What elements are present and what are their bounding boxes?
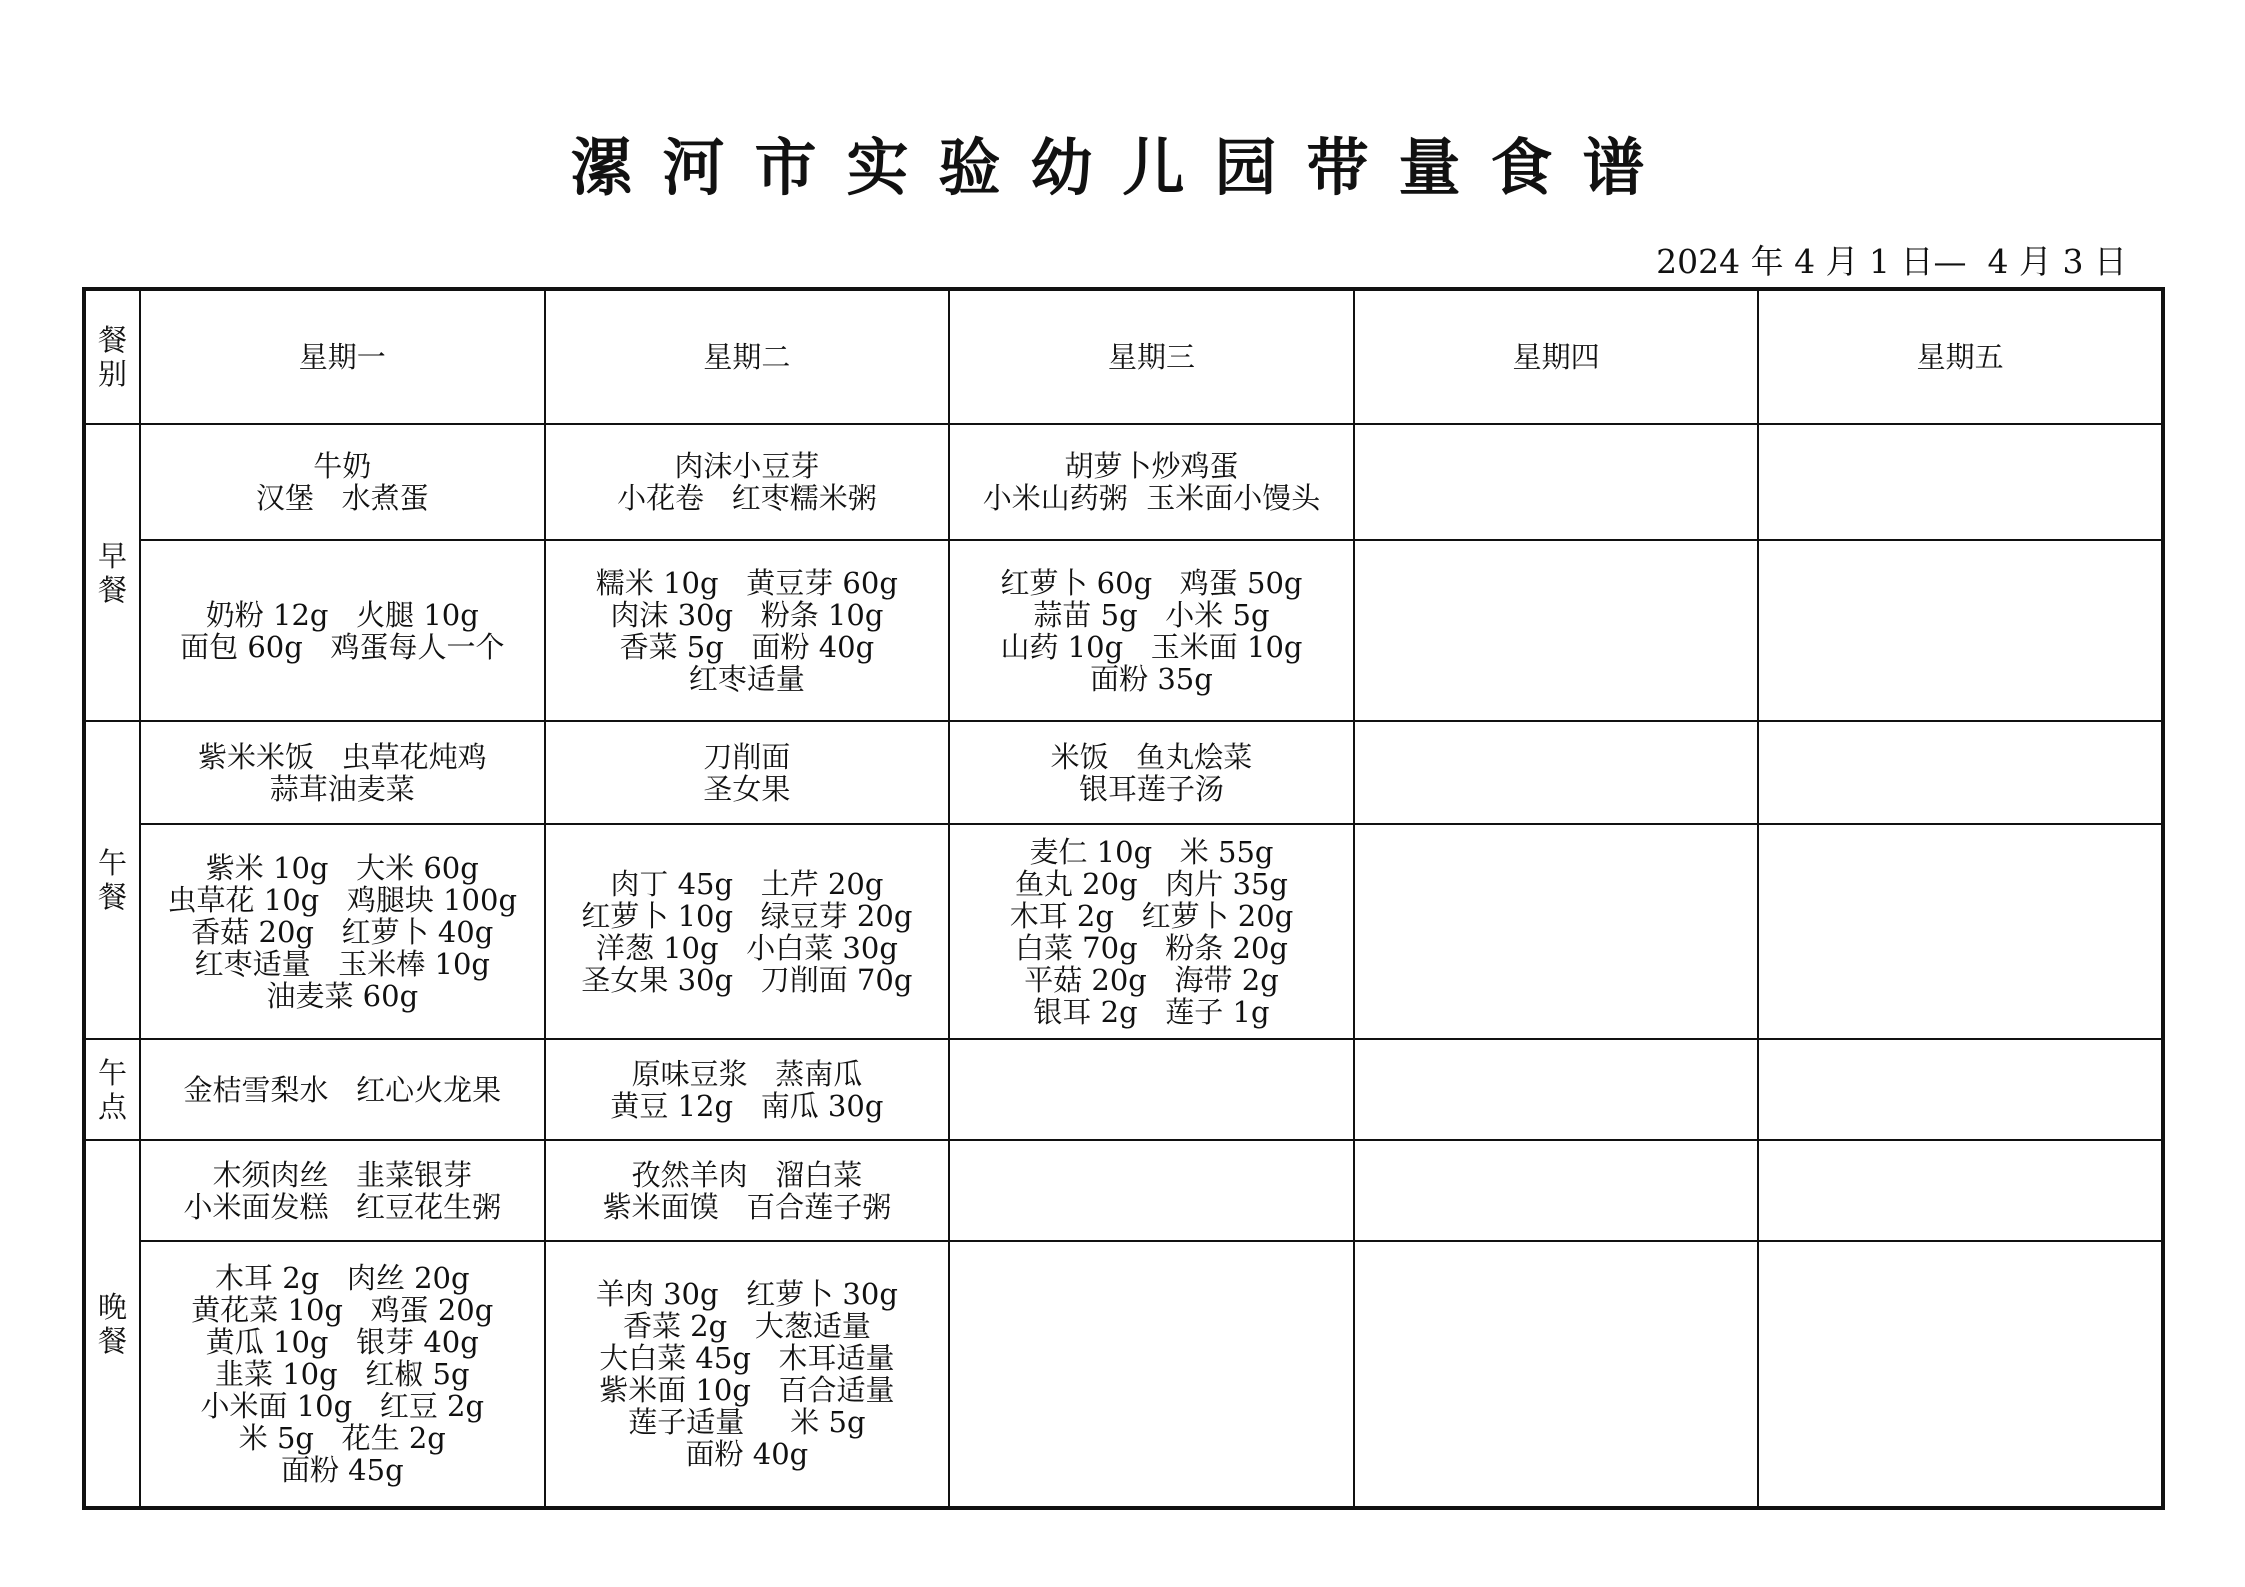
cell — [949, 1140, 1354, 1241]
cell — [1354, 424, 1759, 540]
section-label-lunch — [84, 721, 140, 1039]
cell — [140, 1140, 545, 1241]
cell — [545, 824, 950, 1039]
cell — [140, 1039, 545, 1140]
lunch-dishes-row — [84, 721, 2163, 824]
snack-row — [84, 1039, 2163, 1140]
cell-line: 木须肉丝 韭菜银芽 — [212, 1157, 473, 1192]
cell-line: 米 5g 花生 2g — [238, 1421, 446, 1455]
cell — [1354, 540, 1759, 721]
cell-line: 蒜苗 5g 小米 5g — [1033, 597, 1270, 632]
cell-line: 圣女果 30g 刀削面 70g — [581, 962, 913, 997]
cell-line: 肉沫小豆芽 — [674, 449, 820, 483]
cell — [1354, 721, 1759, 824]
cell-line: 糯米 10g 黄豆芽 60g — [595, 565, 898, 600]
cell-line: 紫米面馍 百合莲子粥 — [602, 1189, 892, 1224]
cell-line: 汉堡 水煮蛋 — [255, 481, 429, 515]
cell-line: 蒜茸油麦菜 — [269, 771, 415, 806]
cell-line: 木耳 2g 肉丝 20g — [215, 1261, 470, 1295]
cell — [140, 424, 545, 540]
cell — [949, 1039, 1354, 1140]
section-label-text: 早餐 — [97, 538, 127, 607]
cell — [1758, 1140, 2163, 1241]
cell-line: 金桔雪梨水 红心火龙果 — [183, 1072, 502, 1107]
cell-line: 肉丁 45g 土芹 20g — [610, 866, 884, 901]
cell — [140, 540, 545, 721]
cell-line: 虫草花 10g 鸡腿块 100g — [167, 882, 518, 917]
cell-line: 肉沫 30g 粉条 10g — [610, 597, 884, 632]
cell-line: 黄瓜 10g 银芽 40g — [205, 1325, 479, 1359]
cell — [1758, 540, 2163, 721]
cell-line: 红萝卜 10g 绿豆芽 20g — [581, 898, 913, 933]
day-header-wed: 星期三 — [949, 289, 1354, 424]
breakfast-dishes-row — [84, 424, 2163, 540]
cell-line: 木耳 2g 红萝卜 20g — [1009, 898, 1294, 933]
cell — [140, 721, 545, 824]
cell — [140, 824, 545, 1039]
category-header-label: 餐别 — [97, 323, 127, 391]
cell — [949, 721, 1354, 824]
cell-line: 面粉 40g — [685, 1437, 809, 1471]
lunch-ingredients-row — [84, 824, 2163, 1039]
cell-line: 小米面 10g 红豆 2g — [200, 1389, 485, 1423]
cell — [545, 721, 950, 824]
day-header-tue: 星期二 — [545, 289, 950, 424]
cell — [545, 1140, 950, 1241]
cell — [949, 824, 1354, 1039]
cell-line: 大白菜 45g 木耳适量 — [599, 1341, 895, 1375]
cell-line: 孜然羊肉 溜白菜 — [631, 1157, 863, 1192]
category-header — [84, 289, 140, 424]
cell-line: 洋葱 10g 小白菜 30g — [595, 930, 898, 965]
section-label-dinner — [84, 1140, 140, 1508]
section-label-breakfast — [84, 424, 140, 721]
menu-table — [82, 287, 2165, 1510]
cell-line: 刀削面 — [703, 739, 791, 774]
cell-line: 面粉 35g — [1090, 661, 1213, 696]
cell-line: 莲子适量 米 5g — [628, 1405, 866, 1439]
cell-line: 紫米米饭 虫草花炖鸡 — [197, 739, 487, 774]
cell — [949, 540, 1354, 721]
cell-line: 红枣适量 玉米棒 10g — [194, 946, 490, 981]
cell-line: 小米山药粥 玉米面小馒头 — [982, 481, 1321, 515]
section-label-text: 午餐 — [97, 846, 127, 914]
cell — [1758, 824, 2163, 1039]
cell-line: 面粉 45g — [280, 1453, 404, 1487]
header-row — [84, 289, 2163, 424]
cell-line: 原味豆浆 蒸南瓜 — [631, 1056, 863, 1091]
cell — [1354, 1039, 1759, 1140]
cell — [545, 424, 950, 540]
cell-line: 香菇 20g 红萝卜 40g — [191, 914, 494, 949]
cell — [1354, 824, 1759, 1039]
day-header-thu: 星期四 — [1354, 289, 1759, 424]
date-range: 2024 年 4 月 1 日— 4 月 3 日 — [1656, 242, 2127, 281]
day-header-fri: 星期五 — [1758, 289, 2163, 424]
cell-line: 银耳 2g 莲子 1g — [1033, 994, 1270, 1029]
cell-line: 白菜 70g 粉条 20g — [1014, 930, 1288, 965]
cell — [545, 1241, 950, 1508]
cell-line: 米饭 鱼丸烩菜 — [1050, 739, 1253, 774]
cell-line: 麦仁 10g 米 55g — [1029, 834, 1274, 869]
cell-line: 红萝卜 60g 鸡蛋 50g — [1000, 565, 1303, 600]
cell-line: 红枣适量 — [688, 661, 805, 696]
cell — [1758, 424, 2163, 540]
cell-line: 香菜 5g 面粉 40g — [619, 629, 875, 664]
cell-line: 小米面发糕 红豆花生粥 — [183, 1189, 502, 1224]
dinner-dishes-row — [84, 1140, 2163, 1241]
cell-line: 银耳莲子汤 — [1078, 771, 1224, 806]
section-label-text: 晚餐 — [97, 1289, 127, 1358]
cell-line: 鱼丸 20g 肉片 35g — [1014, 866, 1288, 901]
cell-line: 奶粉 12g 火腿 10g — [205, 597, 479, 632]
cell — [545, 1039, 950, 1140]
cell-line: 小花卷 红枣糯米粥 — [617, 481, 877, 515]
cell — [1354, 1140, 1759, 1241]
page-title: 漯河市实验幼儿园带量食谱 — [570, 131, 1675, 204]
cell-line: 黄豆 12g 南瓜 30g — [610, 1088, 884, 1123]
cell-line: 紫米 10g 大米 60g — [205, 850, 479, 885]
cell-line: 圣女果 — [703, 771, 791, 806]
section-label-snack — [84, 1039, 140, 1140]
cell — [949, 1241, 1354, 1508]
cell-line: 韭菜 10g 红椒 5g — [215, 1357, 470, 1391]
day-header-mon: 星期一 — [140, 289, 545, 424]
breakfast-ingredients-row — [84, 540, 2163, 721]
cell-line: 牛奶 — [313, 449, 372, 483]
cell — [545, 540, 950, 721]
cell — [140, 1241, 545, 1508]
cell — [1354, 1241, 1759, 1508]
cell-line: 平菇 20g 海带 2g — [1024, 962, 1279, 997]
cell-line: 香菜 2g 大葱适量 — [622, 1309, 871, 1343]
cell — [949, 424, 1354, 540]
cell-line: 面包 60g 鸡蛋每人一个 — [180, 629, 505, 664]
cell — [1758, 721, 2163, 824]
section-label-text: 午点 — [97, 1055, 127, 1124]
cell-line: 羊肉 30g 红萝卜 30g — [595, 1277, 898, 1311]
cell-line: 紫米面 10g 百合适量 — [599, 1373, 895, 1407]
cell — [1758, 1039, 2163, 1140]
cell-line: 油麦菜 60g — [266, 978, 419, 1013]
dinner-ingredients-row — [84, 1241, 2163, 1508]
cell-line: 胡萝卜炒鸡蛋 — [1064, 449, 1239, 483]
cell-line: 黄花菜 10g 鸡蛋 20g — [191, 1293, 494, 1327]
cell — [1758, 1241, 2163, 1508]
cell-line: 山药 10g 玉米面 10g — [1000, 629, 1303, 664]
